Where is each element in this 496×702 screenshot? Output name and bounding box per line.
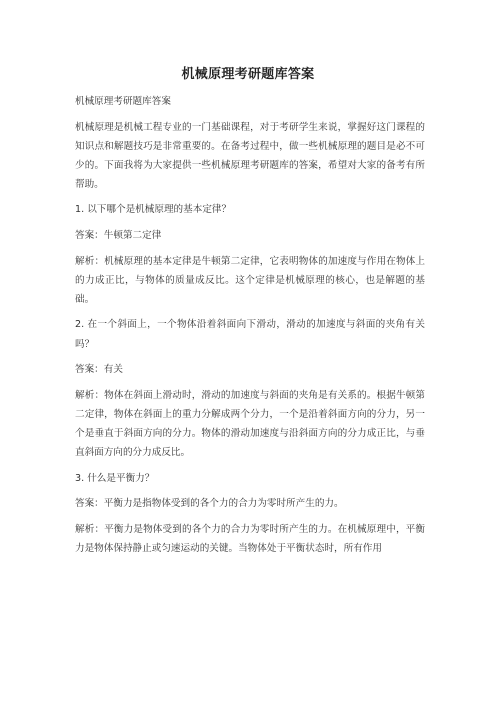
- paragraph-subtitle: 机械原理考研题库答案: [75, 96, 171, 107]
- answer-3: 答案：平衡力是指物体受到的各个力的合力为零时所产生的力。: [75, 498, 344, 510]
- answer-2: 答案：有关: [75, 364, 123, 376]
- document-body: [75, 92, 425, 564]
- analysis-3: 解析：平衡力是物体受到的各个力的合力为零时所产生的力。在机械原理中，平衡力是物体保持静止或匀速运动的关键。当物体处于平衡状态时，所有作用: [75, 523, 425, 554]
- analysis-2: 解析：物体在斜面上滑动时，滑动的加速度与斜面的夹角是有关系的。根据牛顿第二定律，物体在斜面上的重力分解成两个分力，一个是沿着斜面方向的分力，另一个是垂直于斜面方向的分力。物体的滑动加速度与沿斜面方向的分力成正比，与垂直斜面方向的分力成反比。: [75, 389, 425, 458]
- document-title: 机械原理考研题库答案: [181, 67, 315, 82]
- paragraph-intro: 机械原理是机械工程专业的一门基础课程，对于考研学生来说，掌握好这门课程的知识点和解题技巧是非常重要的。在备考过程中，做一些机械原理的题目是必不可少的。下面我将为大家提供一些机械原理考研题库的答案，希望对大家的备考有所帮助。: [75, 121, 425, 190]
- question-3: 3. 什么是平衡力？: [75, 472, 155, 484]
- question-1: 1. 以下哪个是机械原理的基本定律？: [75, 204, 232, 216]
- answer-1: 答案：牛顿第二定律: [75, 230, 162, 242]
- analysis-1: 解析：机械原理的基本定律是牛顿第二定律，它表明物体的加速度与作用在物体上的力成正比，与物体的质量成反比。这个定律是机械原理的核心，也是解题的基础。: [75, 255, 425, 305]
- question-2: 2. 在一个斜面上，一个物体沿着斜面向下滑动，滑动的加速度与斜面的夹角有关吗？: [75, 319, 425, 350]
